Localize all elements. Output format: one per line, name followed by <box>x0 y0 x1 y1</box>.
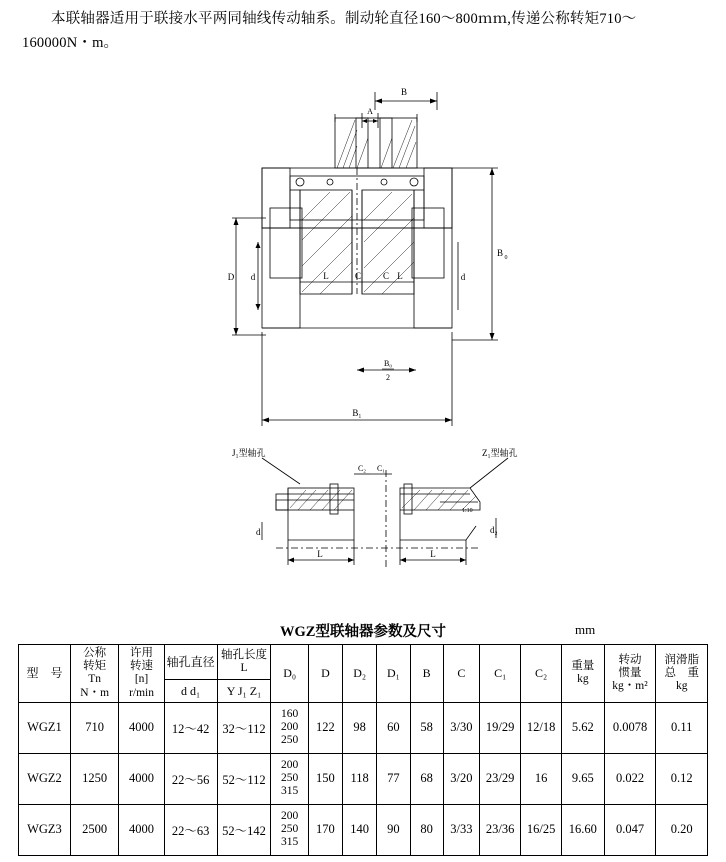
cell-torque: 710 <box>70 702 119 753</box>
cell-speed: 4000 <box>119 702 164 753</box>
cell-D2: 98 <box>343 702 377 753</box>
svg-text:d₂: d₂ <box>490 525 498 535</box>
cell-C2: 16 <box>521 753 562 804</box>
cell-grease: 0.11 <box>656 702 708 753</box>
svg-text:B: B <box>496 248 504 258</box>
svg-text:2: 2 <box>386 373 390 382</box>
cell-C1: 19/29 <box>480 702 521 753</box>
cell-bore-dia: 12～42 <box>164 702 217 753</box>
svg-text:L: L <box>397 271 403 281</box>
cell-C2: 16/25 <box>521 804 562 855</box>
col-B: B <box>410 645 443 703</box>
svg-text:0: 0 <box>504 255 508 261</box>
cell-C2: 12/18 <box>521 702 562 753</box>
svg-text:C₁: C₁ <box>376 464 386 473</box>
cell-speed: 4000 <box>119 753 164 804</box>
cell-weight: 9.65 <box>562 753 605 804</box>
cell-D: 170 <box>308 804 342 855</box>
cell-C1: 23/36 <box>480 804 521 855</box>
svg-text:C: C <box>354 271 362 281</box>
svg-text:D: D <box>227 272 235 282</box>
table-body <box>19 702 708 855</box>
cell-C1: 23/29 <box>480 753 521 804</box>
col-bore-dia: 轴孔直径 <box>164 645 217 680</box>
cell-model: WGZ2 <box>19 753 71 804</box>
svg-text:d: d <box>256 527 261 537</box>
cell-D1: 90 <box>377 804 410 855</box>
svg-text:1:10: 1:10 <box>462 508 473 514</box>
cell-bore-len: 32～112 <box>217 702 271 753</box>
svg-text:C: C <box>382 271 390 281</box>
cell-model: WGZ3 <box>19 804 71 855</box>
cell-inertia: 0.022 <box>604 753 656 804</box>
intro-paragraph: 本联轴器适用于联接水平两同轴线传动轴系。制动轮直径160～800ｍｍ,传递公称转矩710～160000N・m。 <box>22 11 637 51</box>
svg-text:J₁型轴孔: J₁型轴孔 <box>232 448 266 458</box>
table-unit-label: mm <box>575 622 596 637</box>
cell-grease: 0.20 <box>656 804 708 855</box>
svg-text:B₀: B₀ <box>383 359 393 368</box>
cell-D1: 60 <box>377 702 410 753</box>
svg-text:d: d <box>460 272 466 282</box>
cell-D0: 160 200 250 <box>271 702 308 753</box>
cell-bore-dia: 22～56 <box>164 753 217 804</box>
cell-weight: 5.62 <box>562 702 605 753</box>
svg-text:L: L <box>323 271 329 281</box>
drawing-svg <box>0 70 726 610</box>
col-C1: C₁ <box>480 645 521 703</box>
col-grease: 润滑脂 总 重 kg <box>656 645 708 703</box>
cell-C: 3/20 <box>443 753 480 804</box>
cell-C: 3/30 <box>443 702 480 753</box>
col-D2: D₂ <box>343 645 377 703</box>
col-bore-len-sub: Y J₁ Z₁ <box>217 680 271 703</box>
cell-torque: 1250 <box>70 753 119 804</box>
cell-D: 122 <box>308 702 342 753</box>
cell-bore-len: 52～112 <box>217 753 271 804</box>
col-D1: D₁ <box>377 645 410 703</box>
cell-speed: 4000 <box>119 804 164 855</box>
svg-text:B: B <box>400 87 408 97</box>
spec-table <box>18 644 708 856</box>
col-inertia: 转动 惯量 kg・m² <box>604 645 656 703</box>
cell-weight: 16.60 <box>562 804 605 855</box>
col-bore-dia-sub: d d₁ <box>164 680 217 703</box>
cell-C: 3/33 <box>443 804 480 855</box>
table-row <box>19 804 708 855</box>
cell-grease: 0.12 <box>656 753 708 804</box>
svg-text:d: d <box>250 272 256 282</box>
cell-model: WGZ1 <box>19 702 71 753</box>
cell-torque: 2500 <box>70 804 119 855</box>
table-row <box>19 753 708 804</box>
cell-bore-len: 52～142 <box>217 804 271 855</box>
svg-text:B₁: B₁ <box>352 408 362 418</box>
col-D: D <box>308 645 342 703</box>
cell-B: 68 <box>410 753 443 804</box>
cell-D: 150 <box>308 753 342 804</box>
table-row <box>19 702 708 753</box>
cell-B: 58 <box>410 702 443 753</box>
svg-text:L: L <box>317 549 323 559</box>
col-bore-len: 轴孔长度 L <box>217 645 271 680</box>
cell-B: 80 <box>410 804 443 855</box>
table-title: WGZ型联轴器参数及尺寸 <box>280 624 446 640</box>
cell-D2: 140 <box>343 804 377 855</box>
cell-inertia: 0.047 <box>604 804 656 855</box>
svg-text:L: L <box>430 549 436 559</box>
svg-text:Z₁型轴孔: Z₁型轴孔 <box>482 448 518 458</box>
col-weight: 重量 kg <box>562 645 605 703</box>
cell-D1: 77 <box>377 753 410 804</box>
col-model: 型 号 <box>19 645 71 703</box>
coupling-technical-drawing <box>0 70 726 610</box>
col-torque: 公称 转矩 Tn N・m <box>70 645 119 703</box>
cell-inertia: 0.0078 <box>604 702 656 753</box>
cell-D0: 200 250 315 <box>271 753 308 804</box>
svg-text:C₂: C₂ <box>357 464 367 473</box>
col-D0: D₀ <box>271 645 308 703</box>
svg-text:A: A <box>367 107 373 116</box>
cell-bore-dia: 22～63 <box>164 804 217 855</box>
col-C2: C₂ <box>521 645 562 703</box>
col-speed: 许用 转速 [n] r/min <box>119 645 164 703</box>
col-C: C <box>443 645 480 703</box>
cell-D2: 118 <box>343 753 377 804</box>
cell-D0: 200 250 315 <box>271 804 308 855</box>
table-header <box>19 645 708 703</box>
